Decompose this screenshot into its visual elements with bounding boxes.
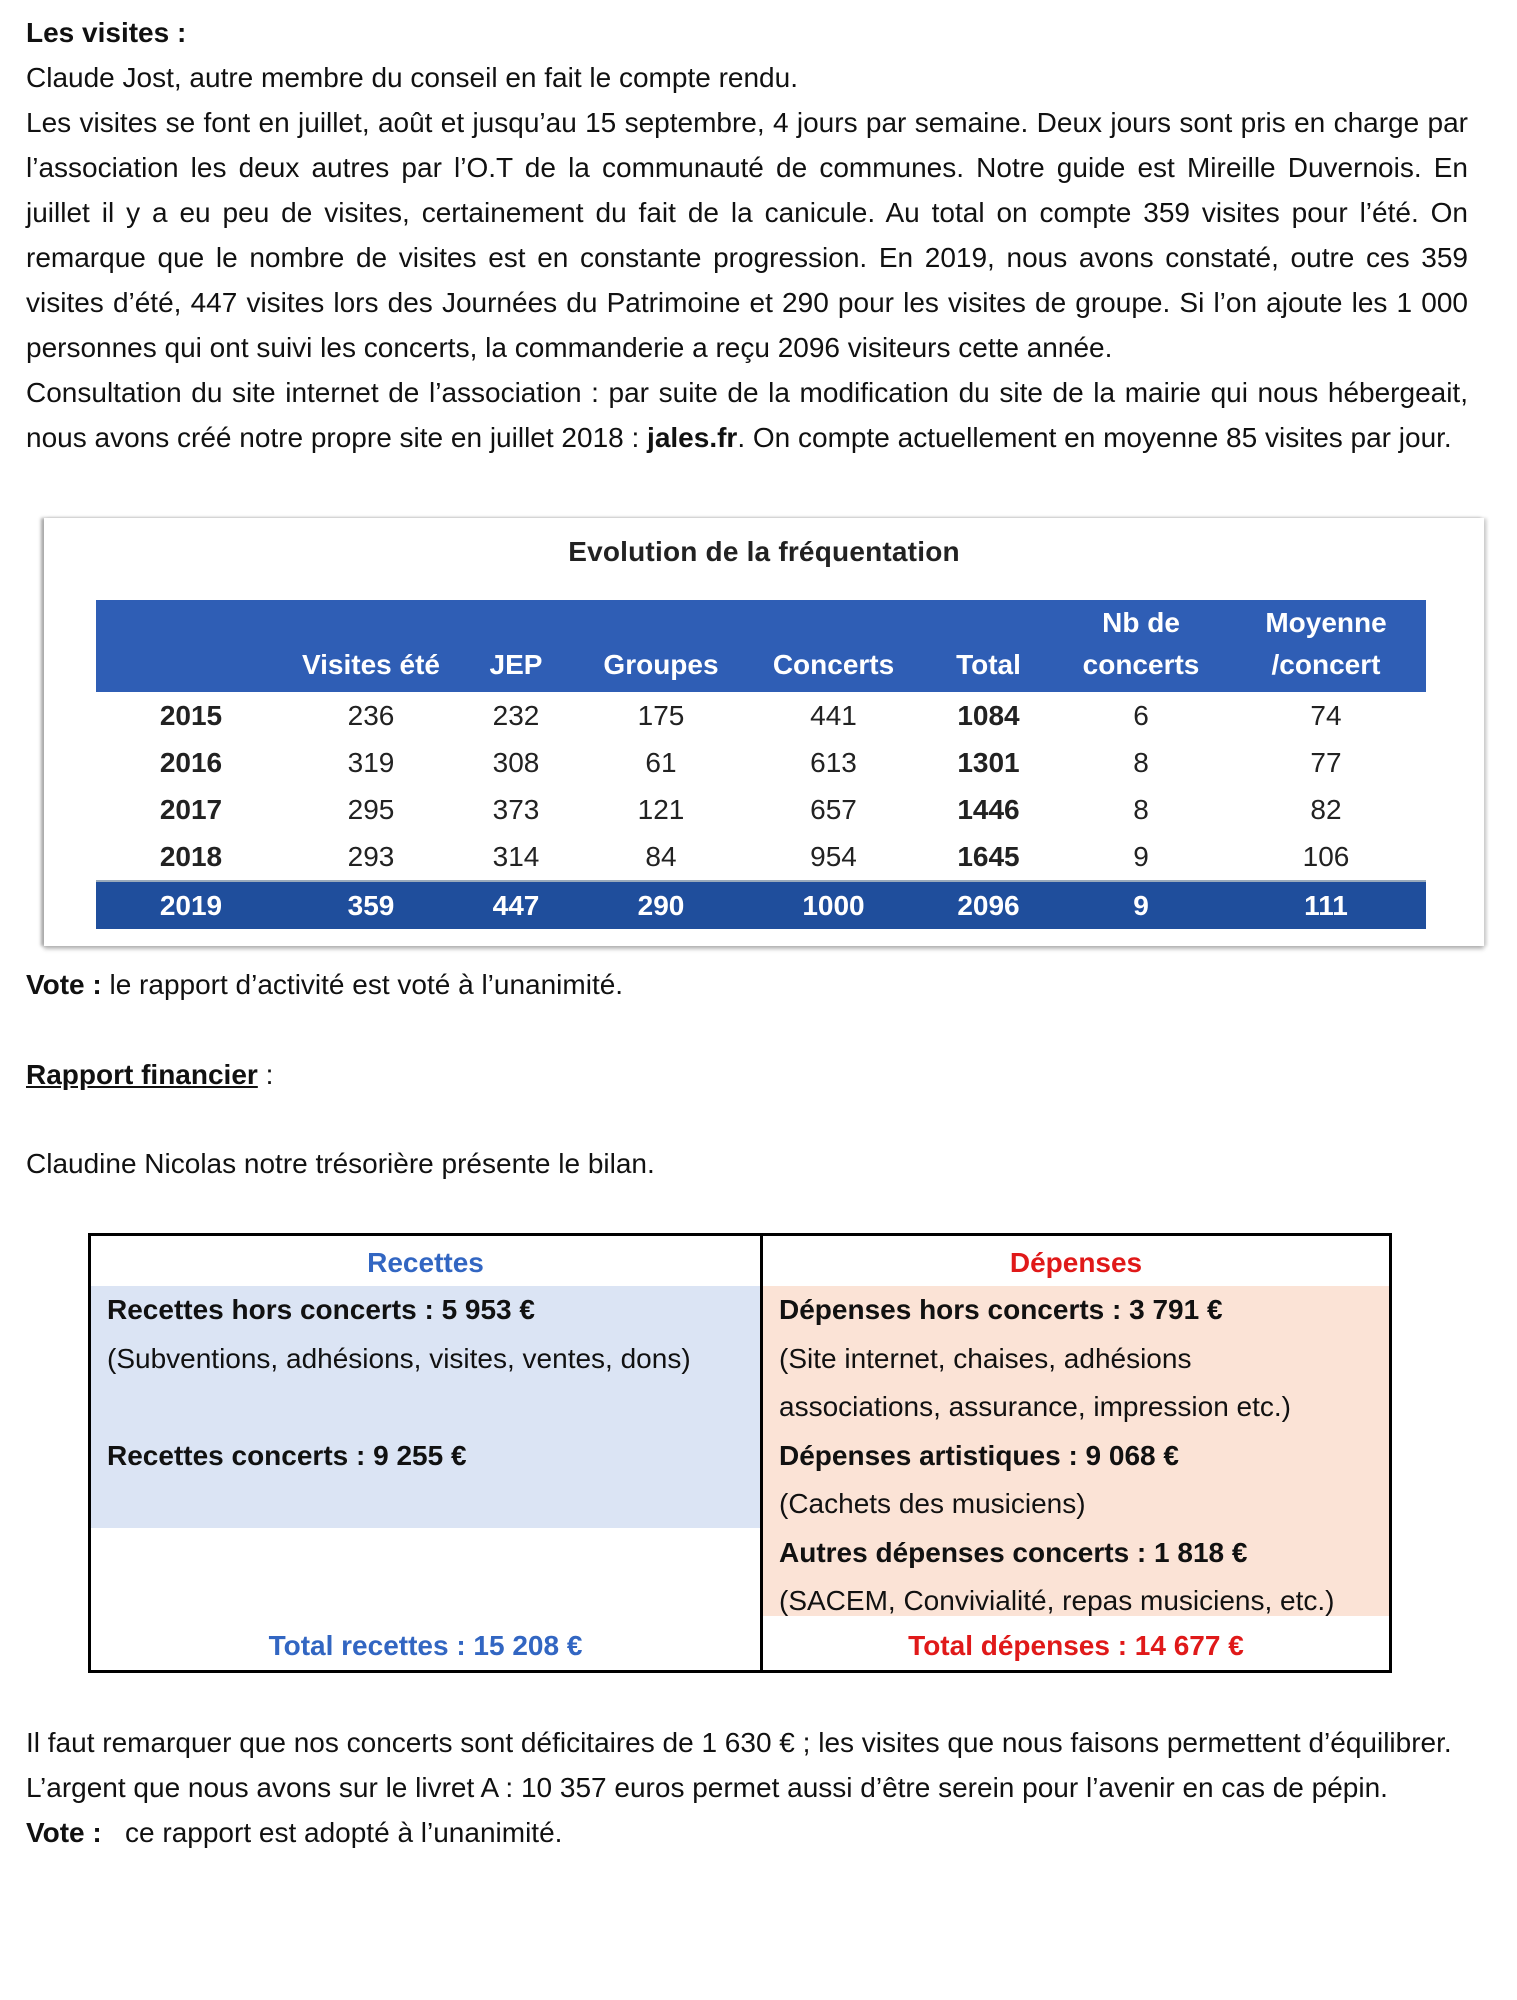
visites-line-1: Claude Jost, autre membre du conseil en fait le compte rendu. xyxy=(26,62,798,93)
table-cell: 6 xyxy=(1133,699,1149,731)
header-cell: JEP xyxy=(456,600,576,692)
frequentation-header-row xyxy=(96,600,1426,692)
table-row xyxy=(96,786,1426,833)
depenses-line: (Cachets des musiciens) xyxy=(779,1488,1086,1519)
table-row-highlight xyxy=(96,881,1426,929)
frequentation-table xyxy=(96,600,1426,929)
depenses-line: Dépenses hors concerts : 3 791 € xyxy=(779,1294,1223,1325)
budget-table xyxy=(88,1233,1392,1673)
header-cell: Total xyxy=(921,600,1056,692)
table-cell: 84 xyxy=(645,840,677,872)
table-cell: 9 xyxy=(1056,881,1226,929)
depenses-line: (Site internet, chaises, adhésions xyxy=(779,1342,1192,1374)
depenses-line: (SACEM, Convivialité, repas musiciens, etc.) xyxy=(779,1585,1335,1616)
table-row xyxy=(96,692,1426,739)
recettes-line: Recettes hors concerts : 5 953 € xyxy=(107,1294,535,1325)
year-cell: 2018 xyxy=(159,840,223,872)
header-cell: Nb de concerts xyxy=(1056,600,1226,692)
financier-intro-block xyxy=(26,1141,1468,1186)
site-paragraph xyxy=(26,370,1468,460)
financier-heading-block xyxy=(26,1052,1468,1097)
recettes-line-empty xyxy=(107,1383,691,1432)
table-cell: 232 xyxy=(492,699,540,731)
total-cell: 1446 xyxy=(957,793,1020,825)
header-cell: Moyenne /concert xyxy=(1226,600,1426,692)
header-cell: Visites été xyxy=(286,600,456,692)
recettes-total: Total recettes : 15 208 € xyxy=(268,1630,583,1661)
table-cell: 613 xyxy=(810,746,857,778)
depenses-line: Dépenses artistiques : 9 068 € xyxy=(779,1439,1179,1471)
year-cell: 2019 xyxy=(96,881,286,929)
table-cell: 9 xyxy=(1133,840,1149,872)
recettes-column xyxy=(91,1236,760,1670)
vote-label-2: Vote : xyxy=(26,1817,102,1848)
vote-activity xyxy=(26,962,1468,1007)
depenses-line: Autres dépenses concerts : 1 818 € xyxy=(779,1536,1248,1568)
vote-text-2: ce rapport est adopté à l’unanimité. xyxy=(101,1817,563,1848)
header-cell: Groupes xyxy=(576,600,746,692)
depenses-column xyxy=(763,1236,1389,1670)
financier-heading-suffix: : xyxy=(257,1059,274,1090)
table-row xyxy=(96,739,1426,786)
table-cell: 290 xyxy=(576,881,746,929)
table-row xyxy=(96,833,1426,881)
year-cell: 2016 xyxy=(159,746,223,778)
table-cell: 121 xyxy=(637,793,685,825)
frequentation-title: Evolution de la fréquentation xyxy=(568,536,960,567)
table-cell: 236 xyxy=(347,699,395,731)
vote-text: le rapport d’activité est voté à l’unanimité. xyxy=(101,969,624,1000)
table-cell: 373 xyxy=(492,793,540,825)
table-cell: 175 xyxy=(637,699,685,731)
table-cell: 308 xyxy=(492,746,540,778)
total-cell: 1084 xyxy=(957,699,1020,731)
conclusion-paragraph-1: Il faut remarquer que nos concerts sont déficitaires de 1 630 € ; les visites que nous faisons permettent d’équilibrer. xyxy=(26,1727,1452,1758)
recettes-line: Recettes concerts : 9 255 € xyxy=(107,1439,467,1471)
table-cell: 954 xyxy=(810,840,857,872)
recettes-line: (Subventions, adhésions, visites, ventes, dons) xyxy=(107,1342,691,1374)
vote-label: Vote : xyxy=(26,969,102,1000)
conclusion-paragraph-2: L’argent que nous avons sur le livret A : 10 357 euros permet aussi d’être serein pour l’avenir en cas de pépin. xyxy=(26,1772,1388,1803)
table-cell: 441 xyxy=(810,699,857,731)
total-cell: 1301 xyxy=(957,746,1020,778)
site-text-before: Consultation du site internet de l’association : par suite de la modification du site de la mairie qui nous hébergeait, nous avons créé notre propre site en juillet 2018 : xyxy=(26,377,1468,453)
financier-heading: Rapport financier xyxy=(26,1059,258,1090)
table-cell: 8 xyxy=(1133,746,1149,778)
depenses-title: Dépenses xyxy=(1009,1247,1143,1278)
table-cell: 319 xyxy=(347,746,395,778)
total-cell: 1645 xyxy=(957,840,1020,872)
visites-section xyxy=(26,10,1468,460)
table-cell: 61 xyxy=(645,746,677,778)
financier-intro: Claudine Nicolas notre trésorière présente le bilan. xyxy=(26,1148,655,1179)
table-cell: 111 xyxy=(1226,881,1426,929)
header-cell xyxy=(96,600,286,692)
header-cell: Concerts xyxy=(746,600,921,692)
table-cell: 1000 xyxy=(746,881,921,929)
depenses-lines xyxy=(779,1286,1335,1626)
site-link[interactable]: jales.fr xyxy=(647,422,738,453)
table-cell: 77 xyxy=(1310,746,1342,778)
table-cell: 657 xyxy=(810,793,857,825)
year-cell: 2015 xyxy=(159,699,223,731)
table-cell: 74 xyxy=(1310,699,1342,731)
recettes-lines xyxy=(107,1286,691,1480)
site-text-after: . On compte actuellement en moyenne 85 visites par jour. xyxy=(737,422,1452,453)
year-cell: 2017 xyxy=(159,793,223,825)
table-cell: 314 xyxy=(492,840,540,872)
table-cell: 82 xyxy=(1310,793,1342,825)
table-cell: 106 xyxy=(1302,840,1350,872)
total-cell: 2096 xyxy=(921,881,1056,929)
conclusion-section xyxy=(26,1720,1468,1855)
frequentation-table-image xyxy=(44,518,1484,946)
table-cell: 359 xyxy=(286,881,456,929)
table-cell: 293 xyxy=(347,840,395,872)
table-cell: 8 xyxy=(1133,793,1149,825)
table-cell: 447 xyxy=(456,881,576,929)
visites-paragraph: Les visites se font en juillet, août et jusqu’au 15 septembre, 4 jours par semaine. Deux jours sont pris en charge par l’association les deux autres par l’O.T de la communauté de communes. Notre guide est Mireille Duvernois. En juillet il y a eu peu de visites, certainement du fait de la canicule. Au total on compte 359 visites pour l’été. On remarque que le nombre de visites est en constante progression. En 2019, nous avons constaté, outre ces 359 visites d’été, 447 visites lors des Journées du Patrimoine et 290 pour les visites de groupe. Si l’on ajoute les 1 000 personnes qui ont suivi les concerts, la commanderie a reçu 2096 visiteurs cette année. xyxy=(26,107,1468,363)
depenses-line: associations, assurance, impression etc.) xyxy=(779,1391,1291,1422)
table-cell: 295 xyxy=(347,793,395,825)
depenses-total: Total dépenses : 14 677 € xyxy=(908,1630,1244,1661)
visites-heading: Les visites : xyxy=(26,17,187,48)
recettes-title: Recettes xyxy=(367,1247,484,1278)
